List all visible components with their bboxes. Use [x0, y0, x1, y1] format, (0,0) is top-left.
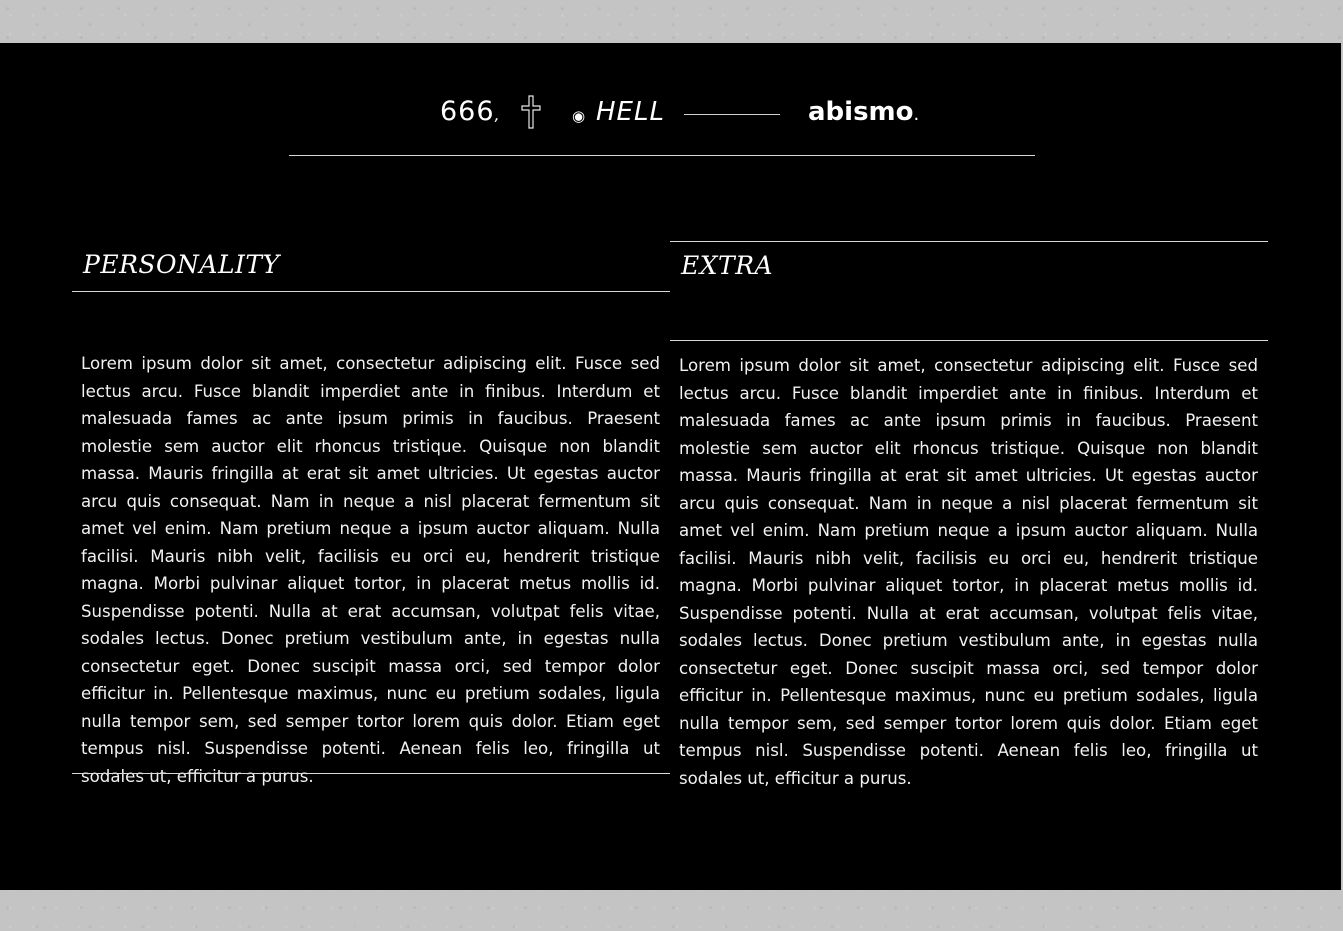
latin-cross-icon — [521, 95, 541, 129]
extra-title: EXTRA — [681, 251, 774, 280]
header-abismo: abismo. — [808, 97, 920, 127]
header-hell: HELL — [596, 97, 665, 127]
header-abismo-punct: . — [913, 104, 920, 125]
header-dash-divider — [684, 114, 780, 115]
header-number: 666, — [440, 96, 501, 127]
extra-title-rule — [670, 340, 1268, 341]
personality-title-rule — [72, 291, 670, 292]
profile-panel — [0, 43, 1341, 890]
header-number-punct: , — [494, 105, 501, 124]
personality-text: Lorem ipsum dolor sit amet, consectetur adipiscing elit. Fusce sed lectus arcu. Fusce blandit imperdiet ante in finibus. Interdum et malesuada fames ac ante ipsum primis in faucibus. Praesent molestie sem auctor elit rhoncus tristique. Quisque non blandit massa. Mauris fringilla at erat sit amet ultricies. Ut egestas auctor arcu quis consequat. Nam in neque a nisl placerat fermentum sit amet vel enim. Nam pretium neque a ipsum auctor aliquam. Nulla facilisi. Mauris nibh velit, facilisis eu orci eu, hendrerit tristique magna. Morbi pulvinar aliquet tortor, in placerat metus mollis id. Suspendisse potenti. Nulla at erat accumsan, volutpat felis vitae, sodales lectus. Donec pretium vestibulum ante, in egestas nulla consectetur eget. Donec suscipit massa orci, sed tempor dolor efficitur in. Pellentesque maximus, nunc eu pretium sodales, ligula nulla tempor sem, sed semper tortor lorem quis dolor. Etiam eget tempus nisl. Suspendisse potenti. Aenean felis leo, fringilla ut sodales ut, efficitur a purus. — [81, 354, 660, 786]
extra-top-rule — [670, 241, 1268, 242]
personality-title: PERSONALITY — [83, 250, 280, 279]
personality-bottom-rule — [72, 773, 670, 774]
circle-dot-icon: ◉ — [572, 107, 586, 125]
site-header — [289, 43, 1035, 156]
extra-text: Lorem ipsum dolor sit amet, consectetur adipiscing elit. Fusce sed lectus arcu. Fusce blandit imperdiet ante in finibus. Interdum et malesuada fames ac ante ipsum primis in faucibus. Praesent molestie sem auctor elit rhoncus tristique. Quisque non blandit massa. Mauris fringilla at erat sit amet ultricies. Ut egestas auctor arcu quis consequat. Nam in neque a nisl placerat fermentum sit amet vel enim. Nam pretium neque a ipsum auctor aliquam. Nulla facilisi. Mauris nibh velit, facilisis eu orci eu, hendrerit tristique magna. Morbi pulvinar aliquet tortor, in placerat metus mollis id. Suspendisse potenti. Nulla at erat accumsan, volutpat felis vitae, sodales lectus. Donec pretium vestibulum ante, in egestas nulla consectetur eget. Donec suscipit massa orci, sed tempor dolor efficitur in. Pellentesque maximus, nunc eu pretium sodales, ligula nulla tempor sem, sed semper tortor lorem quis dolor. Etiam eget tempus nisl. Suspendisse potenti. Aenean felis leo, fringilla ut sodales ut, efficitur a purus. — [679, 356, 1258, 788]
